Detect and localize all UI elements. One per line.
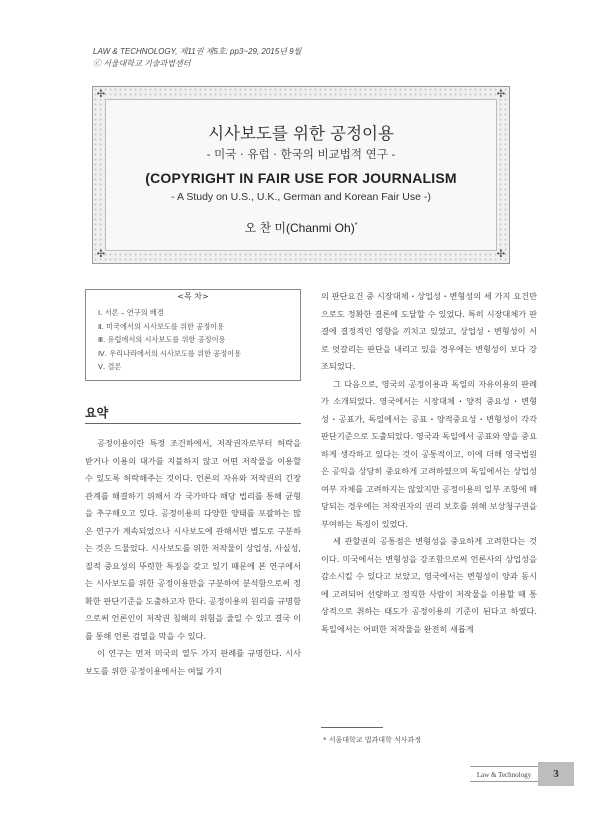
toc-item: Ⅴ. 결론 bbox=[98, 362, 122, 371]
english-title: (COPYRIGHT IN FAIR USE FOR JOURNALISM bbox=[145, 170, 457, 186]
abstract-paragraph: 공정이용이란 특정 조건하에서, 저작권자로부터 허락을 받거나 이용의 대가를 지불하지 않고 어떤 저작물을 이용할 수 있도록 허락해주는 것이다. 언론의 자유와 저작권의 긴장관계를 해결하기 위해서 각 국가마다 해당 법리를 통해 균형을 추구해오고 있다. 공정이용의 다양한 양태를 포괄하는 많은 연구가 계속되었으나 시사보도에 관해서만 별도로 구분하는 것은 드물었다. 시사보도를 위한 저작물이 상업성, 사실성, 질적 중요성의 뚜렷한 특징을 갖고 있기 때문에 본 연구에서는 시사보도를 위한 공정이용만을 구분하여 분석함으로써 정확한 판단기준을 도출하고자 한다. 공정이용의 원리를 규명함으로써 언론인이 저작권 침해의 위험을 줄일 수 있고 결국 이를 통해 언론 검열을 막을 수 있다. bbox=[85, 438, 301, 641]
subtitle: - 미국 · 유럽 · 한국의 비교법적 연구 - bbox=[206, 147, 396, 161]
page-number: 3 bbox=[538, 762, 574, 786]
toc-list bbox=[98, 306, 241, 374]
journal-header bbox=[93, 46, 301, 70]
author-text: 오 찬 미(Chanmi Oh) bbox=[244, 221, 355, 235]
title-inner-panel bbox=[105, 99, 497, 251]
table-of-contents bbox=[85, 289, 301, 381]
right-column bbox=[321, 288, 537, 638]
copyright-line: ⓒ 서울대학교 기술과법센터 bbox=[93, 59, 191, 68]
footnote: * 서울대학교 법과대학 석사과정 bbox=[323, 736, 422, 744]
main-title: 시사보도를 위한 공정이용 bbox=[208, 124, 394, 143]
left-column bbox=[85, 435, 301, 680]
toc-title: <목 차> bbox=[173, 292, 212, 301]
abstract-heading: 요약 bbox=[85, 406, 109, 420]
title-box bbox=[92, 86, 510, 264]
corner-ornament-icon: ✣ bbox=[496, 89, 506, 100]
corner-ornament-icon: ✣ bbox=[496, 249, 506, 260]
abstract-paragraph: 그 다음으로, 영국의 공정이용과 독일의 자유이용의 판례가 소개되었다. 영국에서는 시장대체・양적 중요성・변형성・공표가, 독일에서는 공표・양적중요성・변형성이 각각 판단기준으로 도출되었다. 영국과 독일에서 공표와 양을 중요하게 생각하고 있다는 것이 공통적이고, 이에 더해 영국법원은 공익을 상당히 중요하게 고려하였으며 독일에서는 상업성 여부 자체를 고려하지는 않았지만 공정이용의 일부 조항에 해당되는 경우에는 저작권자의 권리 보호를 위해 보상청구권을 부여하는 특징이 있었다. bbox=[321, 378, 537, 529]
footer-journal-name: Law & Technology bbox=[470, 766, 538, 782]
toc-item: Ⅲ. 유럽에서의 시사보도를 위한 공정이용 bbox=[98, 335, 226, 344]
abstract-paragraph: 이 연구는 먼저 미국의 열두 가지 판례를 규명한다. 시사보도를 위한 공정이용에서는 여덟 가지 bbox=[85, 648, 301, 676]
english-subtitle: - A Study on U.S., U.K., German and Korean Fair Use -) bbox=[171, 191, 431, 203]
footnote-divider bbox=[321, 727, 383, 728]
toc-item: Ⅰ. 서론 – 연구의 배경 bbox=[98, 308, 164, 317]
corner-ornament-icon: ✣ bbox=[96, 249, 106, 260]
toc-item: Ⅳ. 우리나라에서의 시사보도를 위한 공정이용 bbox=[98, 348, 242, 358]
author-footnote-mark: * bbox=[354, 222, 358, 229]
corner-ornament-icon: ✣ bbox=[96, 89, 106, 100]
journal-citation: LAW & TECHNOLOGY, 제11권 제5호: pp3~29, 2015년 9월 bbox=[93, 47, 302, 56]
toc-item: Ⅱ. 미국에서의 시사보도를 위한 공정이용 bbox=[98, 321, 225, 331]
abstract-paragraph: 세 관할권의 공통점은 변형성을 중요하게 고려한다는 것이다. 미국에서는 변형성을 강조함으로써 언론사의 상업성을 감소시킬 수 있다고 보았고, 영국에서는 변형성이 양과 동시에 고려되어 선량하고 정직한 사람이 저작물을 이용할 때 통상적으로 취하는 태도가 공정이용의 기준이 된다고 하였다. 독일에서는 어떠한 저작물을 완전히 새롭게 bbox=[321, 536, 537, 634]
abstract-paragraph: 의 판단요건 중 시장대체・상업성・변형성의 세 가지 요건만으로도 정확한 결론에 도달할 수 있었다. 특히 시장대체가 판결에 결정적인 영향을 끼치고 있었고, 상업성・변형성이 서로 엇갈리는 판단을 내리고 있을 경우에는 변형성이 보다 강조되었다. bbox=[321, 291, 537, 371]
author-name bbox=[106, 219, 496, 236]
